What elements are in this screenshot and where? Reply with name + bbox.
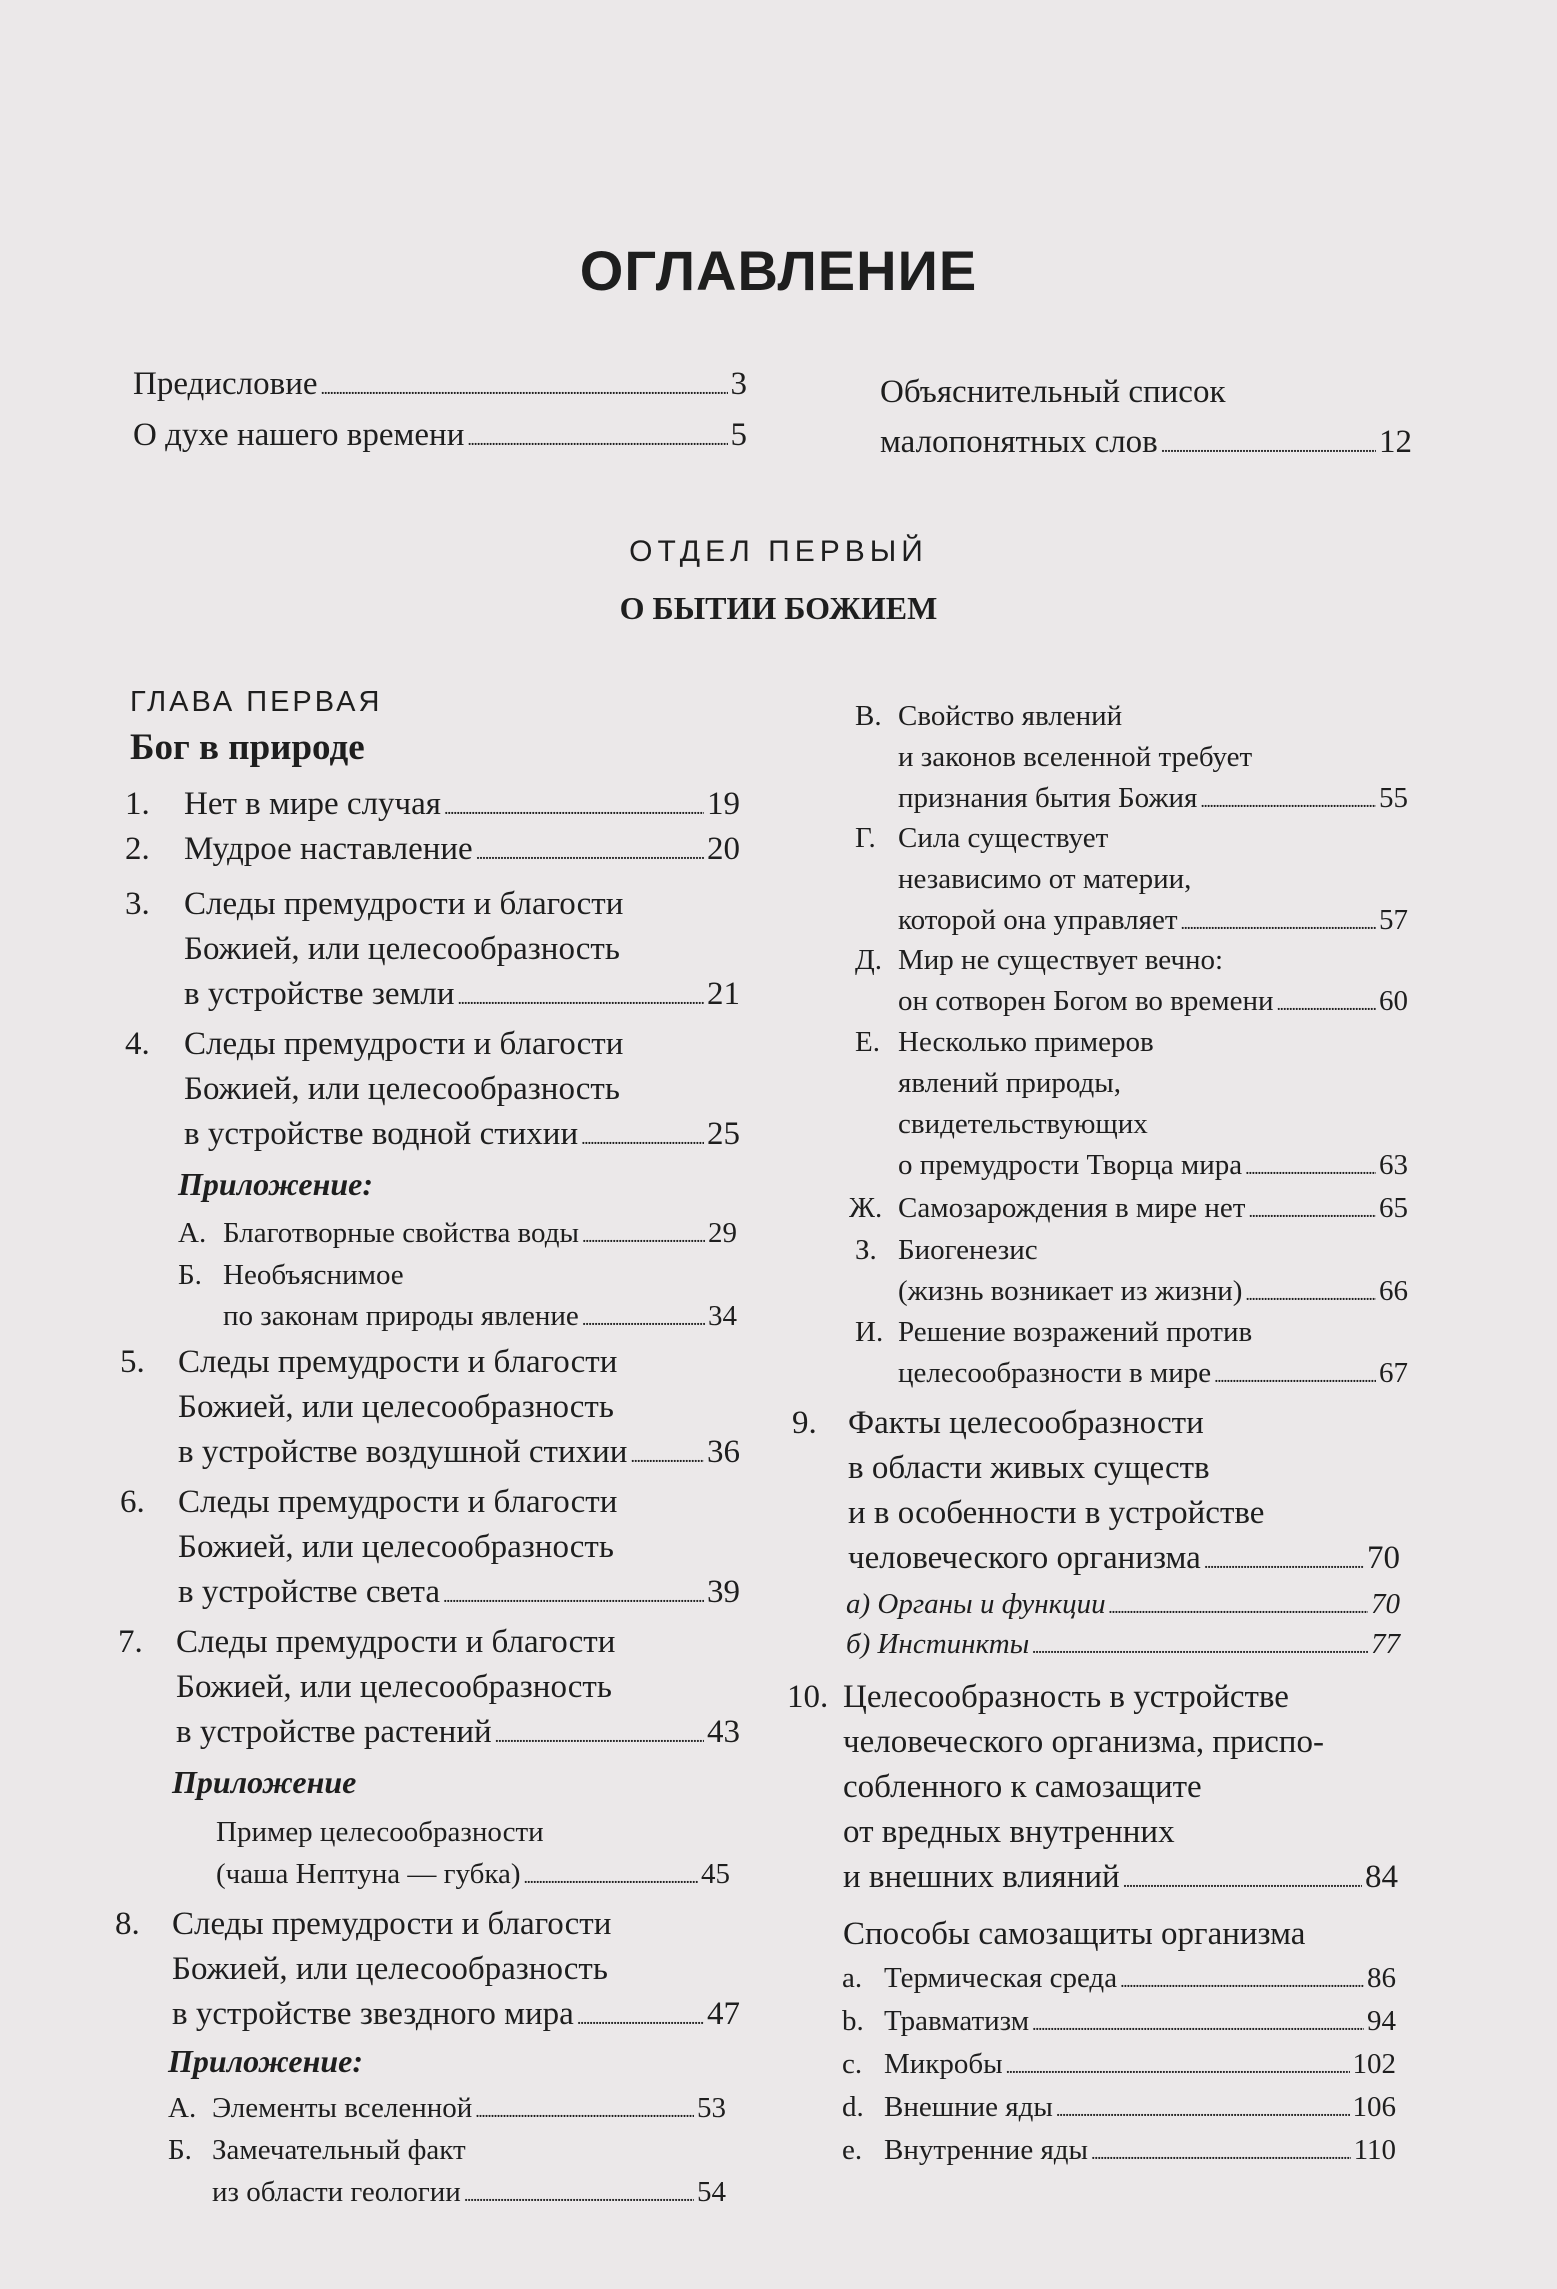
- leader-dots: [1091, 2130, 1351, 2173]
- item-line: от вредных внутренних: [843, 1814, 1175, 1850]
- toc-entry-item10[interactable]: и внешних влияний . . . 84: [843, 1855, 1398, 1903]
- toc-entry-subitem[interactable]: целесообразности в мире . . . 67: [898, 1353, 1408, 1396]
- toc-entry-defense[interactable]: Микробы . . . 102: [884, 2044, 1396, 2087]
- item-letter: Ж.: [849, 1192, 883, 1224]
- toc-entry-subitem[interactable]: Самозарождения в мире нет . . . 65: [898, 1188, 1408, 1231]
- leader-dots: [1204, 1536, 1364, 1584]
- toc-glossary-line1: Объяснительный список: [880, 374, 1226, 410]
- item-line: Божией, или целесообразность: [172, 1951, 608, 1987]
- toc-entry-defense[interactable]: Внутренние яды . . . 110: [884, 2130, 1396, 2173]
- leader-dots: [1245, 1271, 1376, 1314]
- toc-entry-item[interactable]: в устройстве земли . . . 21: [184, 972, 740, 1020]
- appendix-line: Необъяснимое: [223, 1259, 404, 1291]
- item-line: независимо от материи,: [898, 863, 1192, 895]
- chapter-label: ГЛАВА ПЕРВАЯ: [130, 686, 383, 718]
- toc-entry-item9[interactable]: человеческого организма . . . 70: [848, 1536, 1400, 1584]
- leader-dots: [524, 1854, 698, 1897]
- leader-dots: [1248, 1188, 1376, 1231]
- toc-entry-defense[interactable]: Термическая среда . . . 86: [884, 1958, 1396, 2001]
- defense-letter: d.: [842, 2091, 864, 2123]
- item-number: 9.: [792, 1405, 817, 1441]
- leader-dots: [582, 1296, 705, 1339]
- item-line: Божией, или целесообразность: [176, 1669, 612, 1705]
- item-letter: Г.: [855, 822, 876, 854]
- item-line: Божией, или целесообразность: [184, 1071, 620, 1107]
- item-line: Факты целесообразности: [848, 1405, 1204, 1441]
- appendix-line: Пример целесообразности: [216, 1816, 544, 1848]
- item-number: 1.: [125, 786, 150, 822]
- item-line: Мир не существует вечно:: [898, 944, 1224, 976]
- leader-dots: [444, 782, 704, 830]
- toc-entry-item[interactable]: в устройстве воздушной стихии . . . 36: [178, 1430, 740, 1478]
- toc-entry-appendix-inexplicable[interactable]: по законам природы явление . . . 34: [223, 1296, 737, 1339]
- toc-entry-item[interactable]: в устройстве света . . . 39: [178, 1570, 740, 1618]
- leader-dots: [1200, 778, 1376, 821]
- item-line: и законов вселенной требует: [898, 741, 1253, 773]
- item-line: Божией, или целесообразность: [178, 1389, 614, 1425]
- defense-letter: a.: [842, 1962, 863, 1994]
- leader-dots: [1032, 1624, 1368, 1667]
- item-line: Следы премудрости и благости: [184, 1026, 624, 1062]
- appendix-heading: Приложение:: [168, 2043, 363, 2079]
- defense-heading: Способы самозащиты организма: [843, 1916, 1306, 1952]
- toc-entry-item[interactable]: Нет в мире случая . . . 19: [184, 782, 740, 830]
- item-line: человеческого организма, приспо-: [843, 1724, 1324, 1760]
- item-letter: В.: [855, 700, 882, 732]
- item-number: 6.: [120, 1484, 145, 1520]
- defense-letter: c.: [842, 2048, 863, 2080]
- item-line: Сила существует: [898, 822, 1109, 854]
- leader-dots: [582, 1213, 705, 1256]
- leader-dots: [1123, 1855, 1362, 1903]
- leader-dots: [1214, 1353, 1376, 1396]
- leader-dots: [581, 1112, 704, 1160]
- item-line: Целесообразность в устройстве: [843, 1679, 1289, 1715]
- item-letter: Д.: [855, 944, 883, 976]
- toc-entry-item[interactable]: в устройстве водной стихии . . . 25: [184, 1112, 740, 1160]
- item-letter: З.: [855, 1234, 877, 1266]
- toc-entry-item[interactable]: Мудрое наставление . . . 20: [184, 827, 740, 875]
- item-line: Несколько примеров: [898, 1026, 1154, 1058]
- toc-entry-glossary[interactable]: малопонятных слов . . . 12: [880, 420, 1412, 468]
- leader-dots: [1109, 1584, 1368, 1627]
- item-line: Свойство явлений: [898, 700, 1123, 732]
- leader-dots: [630, 1430, 704, 1478]
- item-number: 3.: [125, 886, 150, 922]
- item-number: 5.: [120, 1344, 145, 1380]
- item-letter: И.: [855, 1316, 884, 1348]
- item-line: Решение возражений против: [898, 1316, 1253, 1348]
- appendix-letter: А.: [178, 1217, 207, 1249]
- toc-entry-defense[interactable]: Травматизм . . . 94: [884, 2001, 1396, 2044]
- defense-letter: e.: [842, 2134, 863, 2166]
- toc-entry-preface[interactable]: Предисловие . . . 3: [133, 362, 747, 410]
- toc-entry-appendix-geology[interactable]: из области геологии . . . 54: [212, 2172, 726, 2215]
- item-line: Божией, или целесообразность: [184, 931, 620, 967]
- item-line: и в особенности в устройстве: [848, 1495, 1265, 1531]
- leader-dots: [577, 1992, 704, 2040]
- leader-dots: [443, 1570, 704, 1618]
- toc-entry-spirit[interactable]: О духе нашего времени . . . 5: [133, 413, 747, 461]
- appendix-heading: Приложение:: [178, 1166, 373, 1202]
- item-line: свидетельствующих: [898, 1108, 1148, 1140]
- item-line: явлений природы,: [898, 1067, 1121, 1099]
- item-line: Божией, или целесообразность: [178, 1529, 614, 1565]
- leader-dots: [1120, 1958, 1364, 2001]
- appendix-letter: Б.: [168, 2134, 192, 2166]
- leader-dots: [464, 2172, 694, 2215]
- toc-entry-subitem[interactable]: признания бытия Божия . . . 55: [898, 778, 1408, 821]
- item-line: в области живых существ: [848, 1450, 1210, 1486]
- item-line: Следы премудрости и благости: [184, 886, 624, 922]
- item-number: 4.: [125, 1026, 150, 1062]
- leader-dots: [1056, 2087, 1350, 2130]
- item-number: 10.: [787, 1679, 829, 1715]
- leader-dots: [1181, 900, 1377, 943]
- leader-dots: [1161, 420, 1376, 468]
- toc-entry-instincts[interactable]: б) Инстинкты . . . 77: [846, 1624, 1400, 1667]
- chapter-title: Бог в природе: [130, 727, 365, 768]
- item-number: 7.: [118, 1624, 143, 1660]
- item-line: Следы премудрости и благости: [176, 1624, 616, 1660]
- appendix-heading: Приложение: [172, 1764, 357, 1800]
- section-label: ОТДЕЛ ПЕРВЫЙ: [629, 535, 928, 568]
- item-number: 8.: [115, 1906, 140, 1942]
- toc-entry-appendix-neptune[interactable]: (чаша Нептуна — губка) . . . 45: [216, 1854, 730, 1897]
- section-title: О БЫТИИ БОЖИЕМ: [619, 590, 938, 626]
- leader-dots: [458, 972, 704, 1020]
- item-line: Следы премудрости и благости: [178, 1344, 618, 1380]
- toc-entry-subitem[interactable]: о премудрости Творца мира . . . 63: [898, 1145, 1408, 1188]
- page-title: ОГЛАВЛЕНИЕ: [579, 239, 978, 302]
- toc-entry-subitem[interactable]: которой она управляет . . . 57: [898, 900, 1408, 943]
- toc-entry-appendix-water[interactable]: Благотворные свойства воды . . . 29: [223, 1213, 737, 1256]
- leader-dots: [495, 1710, 704, 1758]
- item-letter: Е.: [855, 1026, 880, 1058]
- leader-dots: [1032, 2001, 1364, 2044]
- leader-dots: [1245, 1145, 1376, 1188]
- toc-entry-subitem[interactable]: он сотворен Богом во времени . . . 60: [898, 981, 1408, 1024]
- leader-dots: [1006, 2044, 1350, 2087]
- toc-entry-organs[interactable]: а) Органы и функции . . . 70: [846, 1584, 1400, 1627]
- toc-entry-item[interactable]: в устройстве растений . . . 43: [176, 1710, 740, 1758]
- item-line: собленного к самозащите: [843, 1769, 1202, 1805]
- toc-entry-item[interactable]: в устройстве звездного мира . . . 47: [172, 1992, 740, 2040]
- item-line: Следы премудрости и благости: [178, 1484, 618, 1520]
- item-line: Следы премудрости и благости: [172, 1906, 612, 1942]
- leader-dots: [476, 827, 704, 875]
- toc-entry-appendix-elements[interactable]: Элементы вселенной . . . 53: [212, 2088, 726, 2131]
- toc-entry-defense[interactable]: Внешние яды . . . 106: [884, 2087, 1396, 2130]
- leader-dots: [321, 362, 728, 410]
- appendix-letter: Б.: [178, 1259, 202, 1291]
- defense-letter: b.: [842, 2005, 864, 2037]
- leader-dots: [1277, 981, 1376, 1024]
- item-line: Биогенезис: [898, 1234, 1038, 1266]
- item-number: 2.: [125, 831, 150, 867]
- leader-dots: [467, 413, 727, 461]
- toc-entry-subitem[interactable]: (жизнь возникает из жизни) . . . 66: [898, 1271, 1408, 1314]
- appendix-line: Замечательный факт: [212, 2134, 466, 2166]
- appendix-letter: А.: [168, 2092, 197, 2124]
- leader-dots: [475, 2088, 694, 2131]
